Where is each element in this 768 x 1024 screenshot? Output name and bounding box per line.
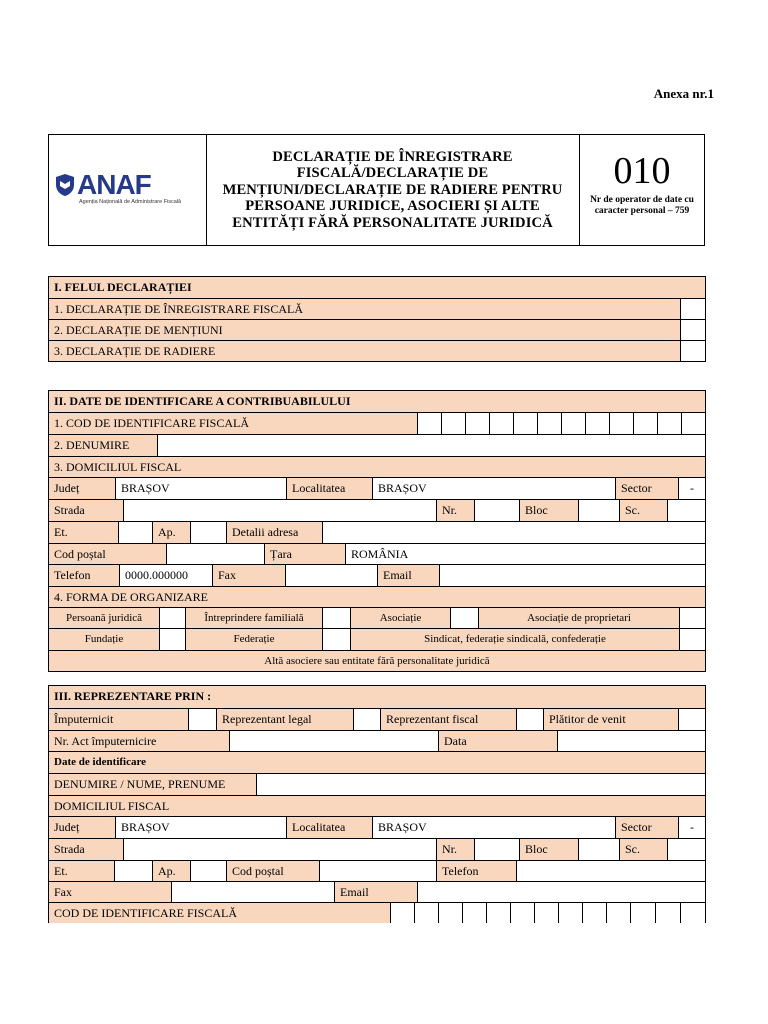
apartament-label: Ap.: [152, 861, 190, 881]
checkbox-radiere[interactable]: [680, 341, 705, 361]
detalii-adresa-label: Detalii adresa: [226, 522, 322, 543]
cif-digit-box[interactable]: [585, 413, 609, 434]
cif-digit-box[interactable]: [561, 413, 585, 434]
cif-digit-box[interactable]: [681, 413, 705, 434]
nr-label: Nr.: [436, 500, 474, 521]
strada-label: Strada: [49, 500, 123, 521]
cif-digit-box[interactable]: [417, 413, 441, 434]
judet-label: Județ: [49, 478, 115, 499]
email-input[interactable]: [417, 882, 705, 902]
act-imputernicire-label: Nr. Act împuternicire: [49, 731, 229, 751]
fax-input[interactable]: [285, 565, 377, 586]
telefon-input[interactable]: [516, 861, 705, 881]
checkbox-intreprindere-familiala[interactable]: [322, 608, 350, 628]
tara-input[interactable]: ROMÂNIA: [345, 544, 705, 564]
data-label: Data: [438, 731, 557, 751]
cif-digit-box[interactable]: [390, 903, 414, 923]
cif-digit-box[interactable]: [582, 903, 606, 923]
alta-asociere-label: Altă asociere sau entitate fără personalitate juridică: [49, 651, 705, 671]
detalii-adresa-input[interactable]: [322, 522, 705, 543]
reprezentant-legal-label: Reprezentant legal: [216, 709, 353, 730]
scara-label: Sc.: [619, 500, 667, 521]
operator-number: Nr de operator de date cu caracter personal – 759: [590, 195, 694, 216]
localitate-label: Localitatea: [286, 478, 372, 499]
bloc-label: Bloc: [519, 500, 578, 521]
cif-digit-box[interactable]: [462, 903, 486, 923]
localitate-input[interactable]: BRAȘOV: [372, 478, 615, 499]
cif-digit-box[interactable]: [486, 903, 510, 923]
checkbox-mentiuni[interactable]: [680, 320, 705, 340]
etaj-input[interactable]: [118, 522, 152, 543]
imputernicit-label: Împuternicit: [49, 709, 188, 730]
cif-digit-box[interactable]: [414, 903, 438, 923]
checkbox-fundatie[interactable]: [159, 629, 185, 650]
cif-digit-box[interactable]: [558, 903, 582, 923]
strada-input[interactable]: [123, 500, 436, 521]
cif-digit-box[interactable]: [657, 413, 681, 434]
checkbox-inregistrare[interactable]: [680, 299, 705, 319]
data-input[interactable]: [557, 731, 705, 751]
form-title: DECLARAȚIE DE ÎNREGISTRARE FISCALĂ/DECLARAȚIE DE MENȚIUNI/DECLARAȚIE DE RADIERE PENTRU PERSOANE JURIDICE, ASOCIERI ȘI ALTE ENTITĂȚI FĂRĂ PERSONALITATE JURIDICĂ: [222, 148, 563, 231]
scara-label: Sc.: [619, 839, 667, 860]
anaf-logo: [55, 169, 201, 209]
declaration-type-label: 1. DECLARAȚIE DE ÎNREGISTRARE FISCALĂ: [49, 299, 680, 319]
etaj-label: Et.: [49, 522, 118, 543]
apartament-input[interactable]: [190, 861, 226, 881]
etaj-input[interactable]: [114, 861, 152, 881]
logo-wordmark: ANAF: [77, 169, 151, 200]
telefon-label: Telefon: [49, 565, 119, 586]
cif-digit-box[interactable]: [465, 413, 489, 434]
fax-label: Fax: [212, 565, 285, 586]
cif-digit-box[interactable]: [537, 413, 561, 434]
denumire-label: 2. DENUMIRE: [49, 435, 157, 456]
email-label: Email: [334, 882, 417, 902]
sindicat-label: Sindicat, federație sindicală, confederație: [350, 629, 679, 650]
checkbox-reprezentant-fiscal[interactable]: [516, 709, 543, 730]
declaration-type-label: 3. DECLARAȚIE DE RADIERE: [49, 341, 680, 361]
judet-input[interactable]: BRAȘOV: [115, 817, 286, 838]
form-header: [48, 134, 705, 246]
bloc-input[interactable]: [578, 839, 619, 860]
nr-input[interactable]: [474, 500, 519, 521]
checkbox-persoana-juridica[interactable]: [159, 608, 185, 628]
checkbox-asociatie[interactable]: [450, 608, 478, 628]
cif-digit-box[interactable]: [441, 413, 465, 434]
telefon-input[interactable]: 0000.000000: [119, 565, 212, 586]
checkbox-reprezentant-legal[interactable]: [353, 709, 380, 730]
fundatie-label: Fundație: [49, 629, 159, 650]
cif-digit-box[interactable]: [489, 413, 513, 434]
cif-digit-box[interactable]: [633, 413, 657, 434]
nume-input[interactable]: [256, 774, 705, 795]
judet-label: Județ: [49, 817, 115, 838]
logo-subtitle: Agenția Națională de Administrare Fiscală: [79, 199, 182, 205]
asociatie-label: Asociație: [350, 608, 450, 628]
act-imputernicire-input[interactable]: [229, 731, 438, 751]
cif-digit-box[interactable]: [680, 903, 705, 923]
sector-input[interactable]: -: [678, 478, 705, 499]
intreprindere-familiala-label: Întreprindere familială: [185, 608, 322, 628]
cif-digit-box[interactable]: [534, 903, 558, 923]
cif-digit-box[interactable]: [630, 903, 655, 923]
checkbox-federatie[interactable]: [322, 629, 350, 650]
etaj-label: Et.: [49, 861, 114, 881]
denumire-input[interactable]: [157, 435, 705, 456]
nume-label: DENUMIRE / NUME, PRENUME: [49, 774, 256, 795]
cif-digit-box[interactable]: [513, 413, 537, 434]
cif-digit-box[interactable]: [609, 413, 633, 434]
cif-digit-box[interactable]: [438, 903, 462, 923]
cif-digit-box[interactable]: [510, 903, 534, 923]
declaration-type-label: 2. DECLARAȚIE DE MENȚIUNI: [49, 320, 680, 340]
reprezentant-fiscal-label: Reprezentant fiscal: [380, 709, 516, 730]
apartament-label: Ap.: [152, 522, 190, 543]
date-identificare-heading: Date de identificare: [49, 752, 705, 773]
domiciliu-heading: 3. DOMICILIUL FISCAL: [49, 457, 705, 477]
cif-digit-box[interactable]: [606, 903, 630, 923]
cod-postal-input[interactable]: [166, 544, 264, 564]
code-cell: [580, 135, 704, 245]
federatie-label: Federație: [185, 629, 322, 650]
nr-input[interactable]: [474, 839, 519, 860]
cif-label: 1. COD DE IDENTIFICARE FISCALĂ: [49, 413, 417, 434]
checkbox-asociatie-proprietari[interactable]: [679, 608, 705, 628]
bloc-input[interactable]: [578, 500, 619, 521]
cod-postal-label: Cod poștal: [49, 544, 166, 564]
strada-input[interactable]: [123, 839, 436, 860]
section-date-identificare: [48, 390, 706, 672]
telefon-label: Telefon: [436, 861, 516, 881]
platitor-venit-label: Plătitor de venit: [543, 709, 678, 730]
localitate-input[interactable]: BRAȘOV: [372, 817, 615, 838]
persoana-juridica-label: Persoană juridică: [49, 608, 159, 628]
section-reprezentare: [48, 685, 706, 923]
email-input[interactable]: [439, 565, 705, 586]
bloc-label: Bloc: [519, 839, 578, 860]
checkbox-platitor-venit[interactable]: [678, 709, 705, 730]
cod-postal-input[interactable]: [319, 861, 436, 881]
section-felul-declaratiei: [48, 276, 706, 362]
title-cell: [206, 135, 580, 245]
shield-icon: [55, 173, 75, 197]
scara-input[interactable]: [667, 500, 705, 521]
nr-label: Nr.: [436, 839, 474, 860]
domiciliu-heading: DOMICILIUL FISCAL: [49, 796, 705, 816]
sector-label: Sector: [615, 817, 678, 838]
cif-label: COD DE IDENTIFICARE FISCALĂ: [49, 903, 390, 923]
strada-label: Strada: [49, 839, 123, 860]
cif-digit-box[interactable]: [655, 903, 680, 923]
checkbox-sindicat[interactable]: [679, 629, 705, 650]
email-label: Email: [377, 565, 439, 586]
checkbox-imputernicit[interactable]: [188, 709, 216, 730]
section-title: III. REPREZENTARE PRIN :: [49, 686, 705, 708]
asociatie-proprietari-label: Asociație de proprietari: [478, 608, 679, 628]
form-code: 010: [613, 150, 671, 192]
localitate-label: Localitatea: [286, 817, 372, 838]
fax-input[interactable]: [171, 882, 334, 902]
annex-label: Anexa nr.1: [653, 86, 714, 101]
section-title: II. DATE DE IDENTIFICARE A CONTRIBUABILULUI: [49, 391, 705, 412]
cod-postal-label: Cod poștal: [226, 861, 319, 881]
tara-label: Țara: [264, 544, 345, 564]
fax-label: Fax: [49, 882, 171, 902]
scara-input[interactable]: [667, 839, 705, 860]
apartament-input[interactable]: [190, 522, 226, 543]
logo-cell: [49, 135, 207, 245]
section-title: I. FELUL DECLARAȚIEI: [49, 277, 705, 298]
judet-input[interactable]: BRAȘOV: [115, 478, 286, 499]
sector-input[interactable]: -: [678, 817, 705, 838]
forma-organizare-heading: 4. FORMA DE ORGANIZARE: [49, 587, 705, 607]
sector-label: Sector: [615, 478, 678, 499]
